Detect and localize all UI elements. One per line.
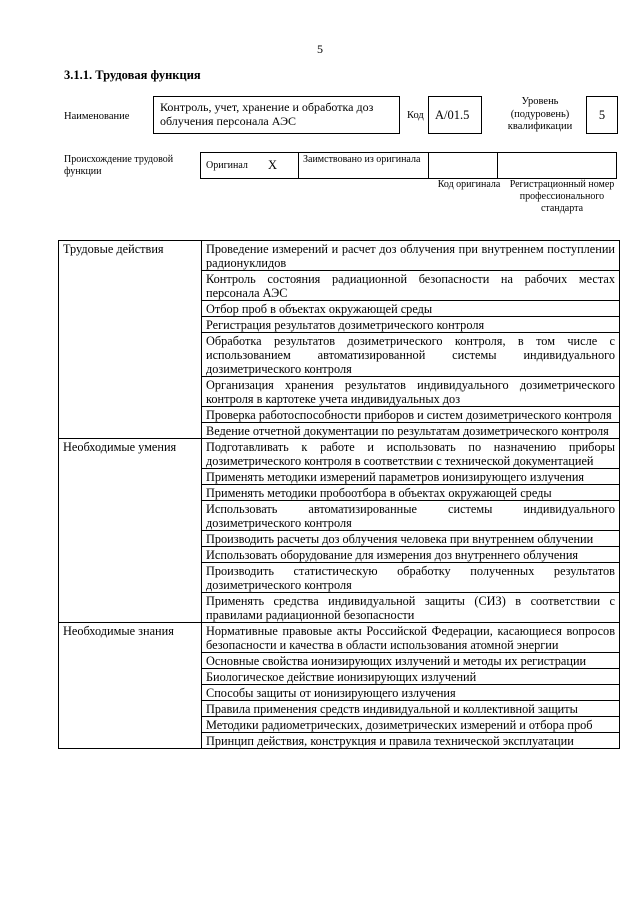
- list-item: Методики радиометрических, дозиметрических измерений и отбора проб: [202, 717, 620, 733]
- list-item: Производить расчеты доз облучения человека при внутреннем облучении: [202, 531, 620, 547]
- table-row: [59, 241, 620, 271]
- section-title: 3.1.1. Трудовая функция: [64, 68, 201, 82]
- section-category: Необходимые знания: [59, 623, 202, 749]
- origin-row: [200, 152, 618, 179]
- code-value: А/01.5: [428, 96, 482, 134]
- original-cell: [200, 152, 299, 179]
- list-item: Использовать автоматизированные системы индивидуального дозиметрического контроля: [202, 501, 620, 531]
- list-item: Регистрация результатов дозиметрического контроля: [202, 317, 620, 333]
- list-item: Контроль состояния радиационной безопасности на рабочих местах персонала АЭС: [202, 271, 620, 301]
- borrowed-cell: [298, 152, 429, 179]
- original-label: Оригинал: [206, 160, 248, 171]
- list-item: Подготавливать к работе и использовать по назначению приборы дозиметрического контроля в соответствии с технической документацией: [202, 439, 620, 469]
- list-item: Основные свойства ионизирующих излучений и методы их регистрации: [202, 653, 620, 669]
- list-item: Способы защиты от ионизирующего излучения: [202, 685, 620, 701]
- list-item: Организация хранения результатов индивидуального дозиметрического контроля в картотеке учета индивидуальных доз: [202, 377, 620, 407]
- list-item: Проверка работоспособности приборов и систем дозиметрического контроля: [202, 407, 620, 423]
- section-category: Трудовые действия: [59, 241, 202, 439]
- list-item: Биологическое действие ионизирующих излучений: [202, 669, 620, 685]
- list-item: Применять средства индивидуальной защиты (СИЗ) в соответствии с правилами радиационной безопасности: [202, 593, 620, 623]
- list-item: Проведение измерений и расчет доз облучения при внутреннем поступлении радионуклидов: [202, 241, 620, 271]
- list-item: Принцип действия, конструкция и правила технической эксплуатации: [202, 733, 620, 749]
- original-code-caption: Код оригинала: [437, 179, 501, 190]
- page-number: 5: [317, 42, 323, 56]
- list-item: Применять методики пробоотбора в объектах окружающей среды: [202, 485, 620, 501]
- original-code-cell: [428, 152, 498, 179]
- table-row: [59, 623, 620, 653]
- list-item: Обработка результатов дозиметрического контроля, в том числе с использованием автоматизированной системы индивидуального дозиметрического контроля: [202, 333, 620, 377]
- function-table: [58, 240, 620, 749]
- list-item: Производить статистическую обработку полученных результатов дозиметрического контроля: [202, 563, 620, 593]
- original-mark: Х: [268, 158, 278, 172]
- origin-label: Происхождение трудовой функции: [64, 154, 174, 177]
- list-item: Отбор проб в объектах окружающей среды: [202, 301, 620, 317]
- reg-number-cell: [497, 152, 617, 179]
- list-item: Использовать оборудование для измерения доз внутреннего облучения: [202, 547, 620, 563]
- level-value: 5: [586, 96, 618, 134]
- list-item: Правила применения средств индивидуальной и коллективной защиты: [202, 701, 620, 717]
- section-category: Необходимые умения: [59, 439, 202, 623]
- reg-number-caption: Регистрационный номер профессионального стандарта: [509, 179, 615, 214]
- level-label: Уровень (подуровень) квалификации: [507, 96, 573, 132]
- borrowed-label: Заимствовано из оригинала: [303, 154, 421, 165]
- list-item: Ведение отчетной документации по результатам дозиметрического контроля: [202, 423, 620, 439]
- table-row: [59, 439, 620, 469]
- name-value: Контроль, учет, хранение и обработка доз облучения персонала АЭС: [153, 96, 400, 134]
- list-item: Нормативные правовые акты Российской Федерации, касающиеся вопросов безопасности и качества в области использования атомной энергии: [202, 623, 620, 653]
- code-label: Код: [407, 110, 424, 121]
- name-label: Наименование: [64, 111, 130, 122]
- list-item: Применять методики измерений параметров ионизирующего излучения: [202, 469, 620, 485]
